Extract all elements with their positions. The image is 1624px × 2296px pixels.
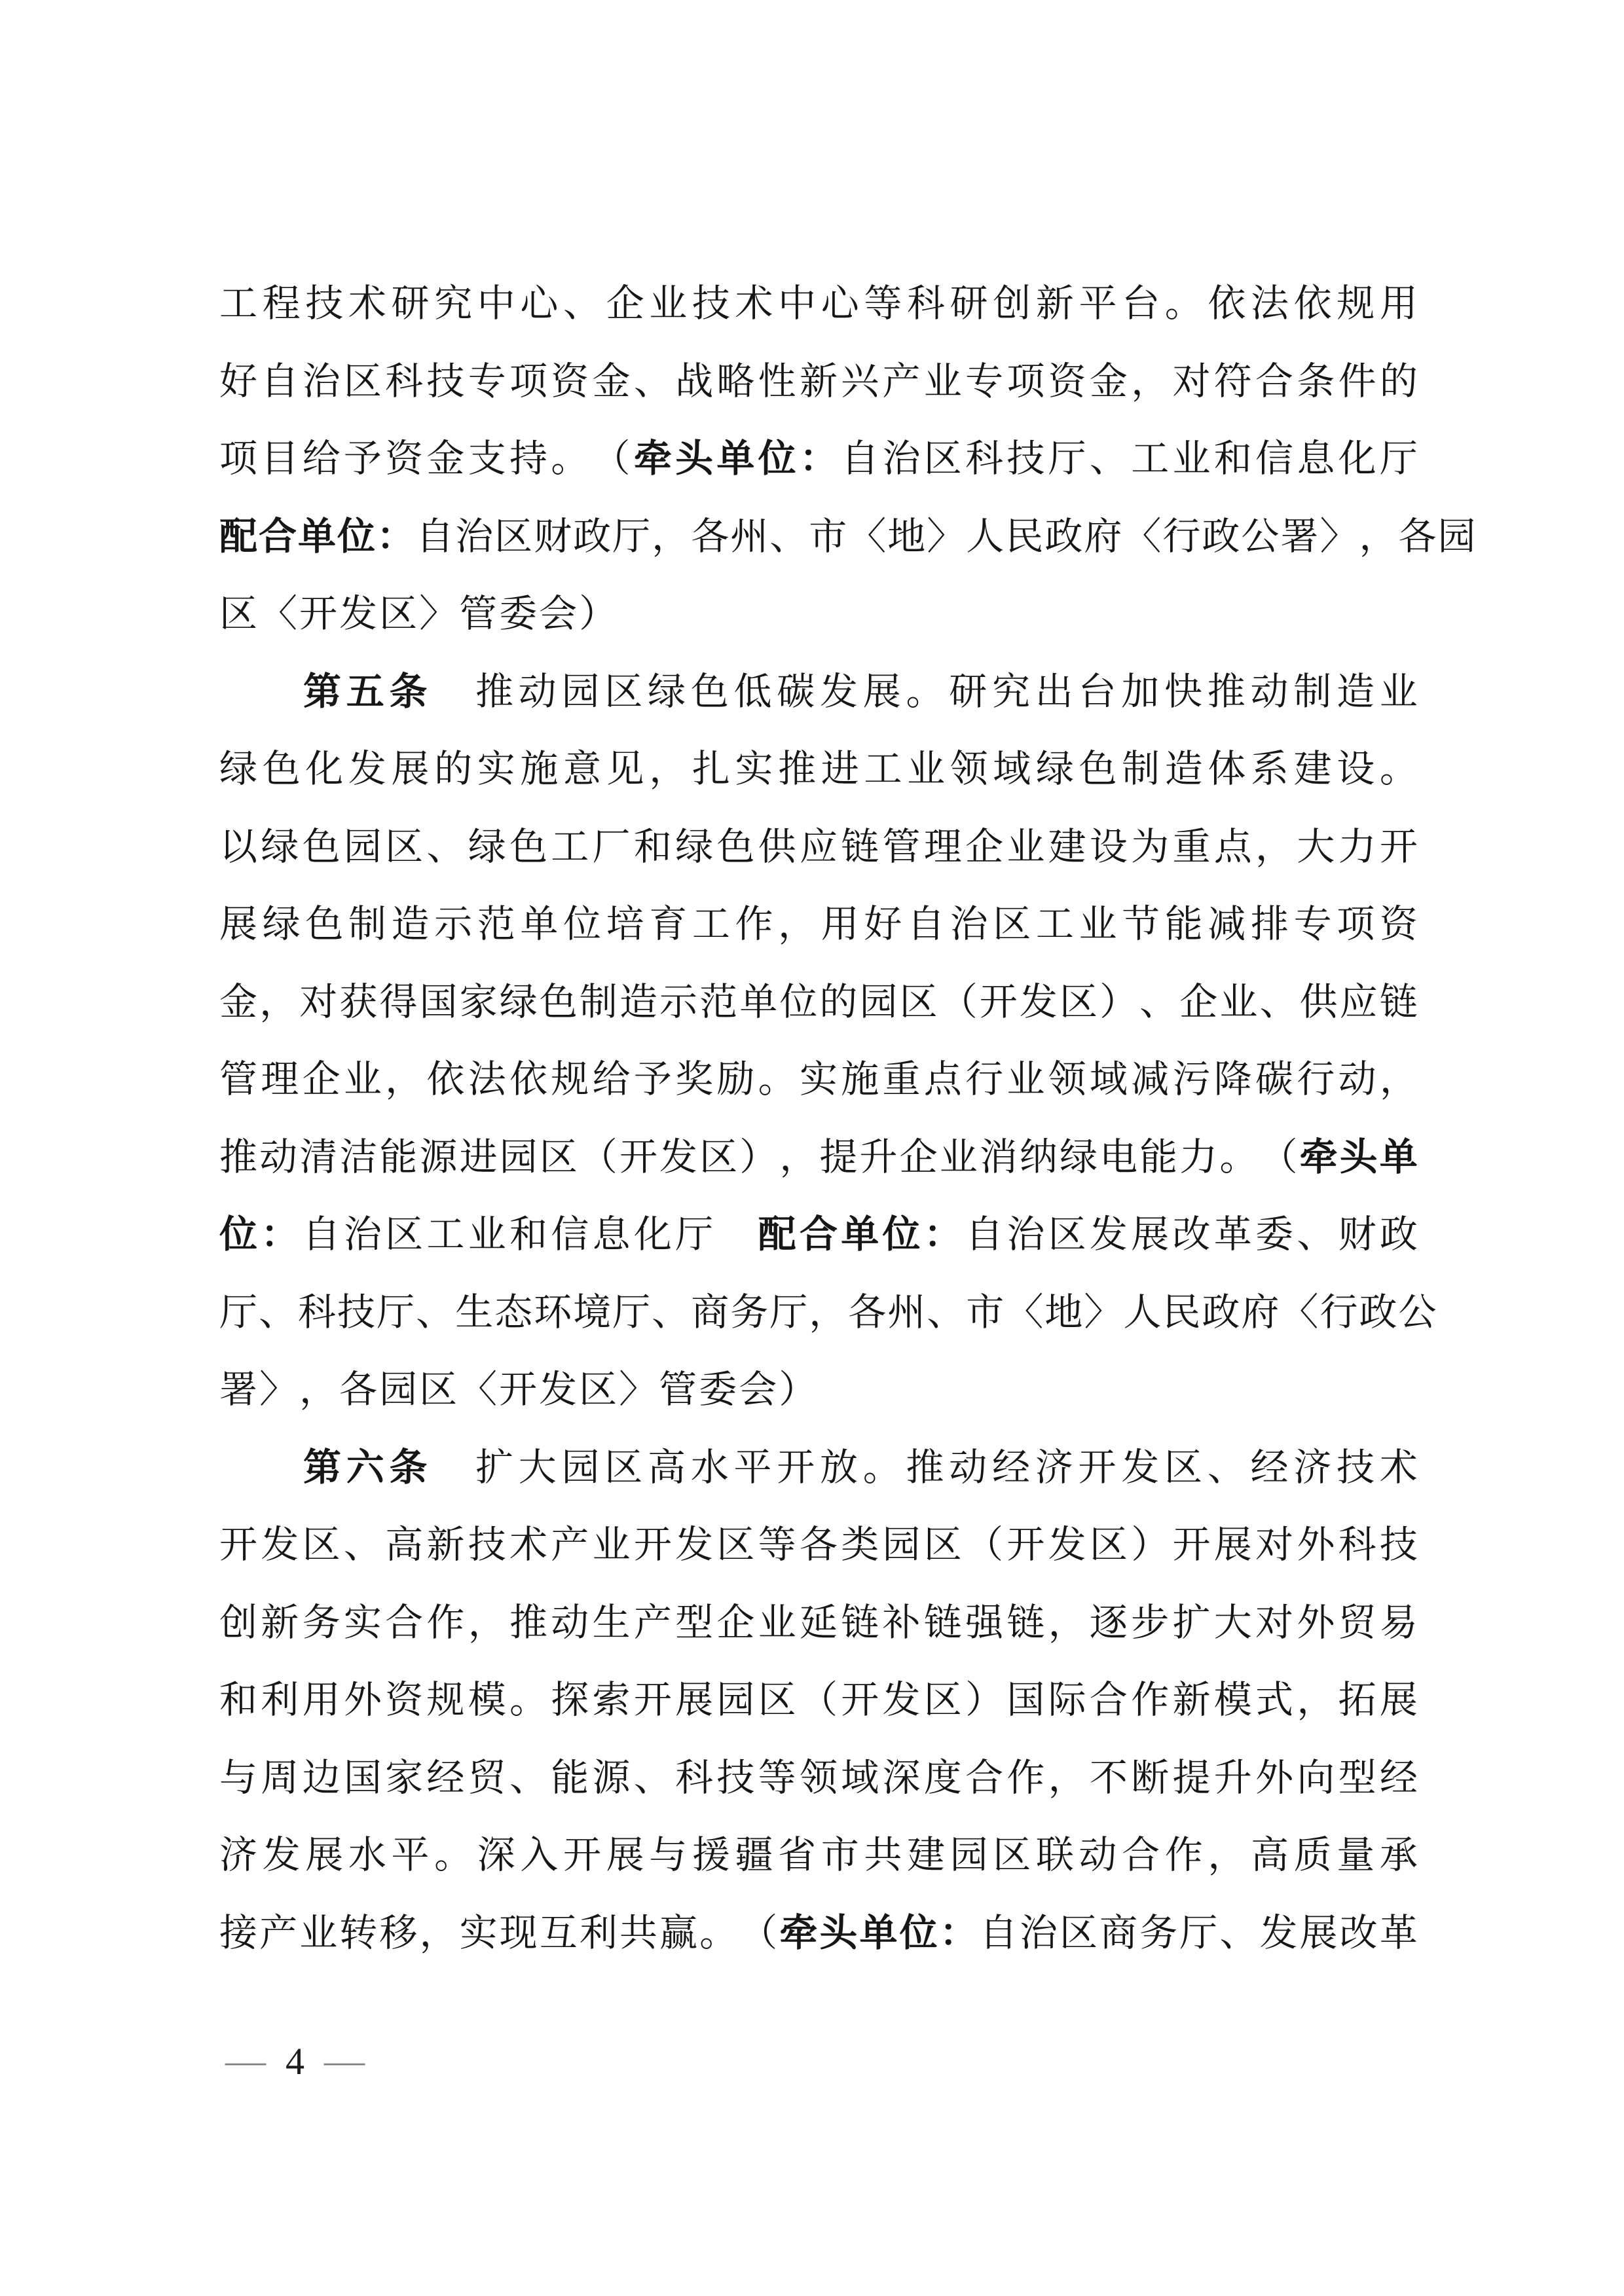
text-line: 以 绿 色 园 区 、 绿 色 工 厂 和 绿 色 供 应 链 管 理 企 业 建 设 为 重 点 ， 大 力 开	[219, 825, 1418, 868]
text-line: 创 新 务 实 合 作 ， 推 动 生 产 型 企 业 延 链 补 链 强 链 ， 逐 步 扩 大 对 外 贸 易	[219, 1601, 1418, 1644]
text-line: 与 周 边 国 家 经 贸 、 能 源 、 科 技 等 领 域 深 度 合 作 ， 不 断 提 升 外 向 型 经	[219, 1756, 1418, 1799]
text-line: 好 自 治 区 科 技 专 项 资 金 、 战 略 性 新 兴 产 业 专 项 资 金 ， 对 符 合 条 件 的	[219, 359, 1418, 403]
text-line: 第 六 条 扩 大 园 区 高 水 平 开 放 。 推 动 经 济 开 发 区 、 经 济 技 术	[303, 1446, 1418, 1489]
text-line: 配 合 单 位 ： 自 治 区 财 政 厅 ， 各 州 、 市 〈 地 〉 人 民 政 府 〈 行 政 公 署 〉 ， 各 园	[219, 515, 1476, 558]
page-number: 4	[286, 2039, 304, 2083]
text-line: 署 〉 ， 各 园 区 〈 开 发 区 〉 管 委 会 ）	[219, 1368, 817, 1412]
text-line: 厅 、 科 技 厅 、 生 态 环 境 厅 、 商 务 厅 ， 各 州 、 市 〈 地 〉 人 民 政 府 〈 行 政 公	[219, 1290, 1437, 1334]
text-line: 项 目 给 予 资 金 支 持 。 （ 牵 头 单 位 ： 自 治 区 科 技 厅 、 工 业 和 信 息 化 厅	[219, 437, 1418, 481]
text-line: 管 理 企 业 ， 依 法 依 规 给 予 奖 励 。 实 施 重 点 行 业 领 域 减 污 降 碳 行 动 ，	[219, 1058, 1418, 1101]
text-line: 金 ， 对 获 得 国 家 绿 色 制 造 示 范 单 位 的 园 区 （ 开 发 区 ） 、 企 业 、 供 应 链	[219, 980, 1418, 1023]
text-line: 位 ： 自 治 区 工 业 和 信 息 化 厅 配 合 单 位 ： 自 治 区 发 展 改 革 委 、 财 政	[219, 1213, 1418, 1256]
text-line: 接 产 业 转 移 ， 实 现 互 利 共 赢 。 （ 牵 头 单 位 ： 自 治 区 商 务 厅 、 发 展 改 革	[219, 1911, 1418, 1954]
footer-dash-left: —	[225, 2041, 267, 2081]
text-line: 工 程 技 术 研 究 中 心 、 企 业 技 术 中 心 等 科 研 创 新 平 台 。 依 法 依 规 用	[219, 282, 1418, 325]
text-line: 绿 色 化 发 展 的 实 施 意 见 ， 扎 实 推 进 工 业 领 域 绿 色 制 造 体 系 建 设 。	[219, 748, 1418, 791]
text-line: 展 绿 色 制 造 示 范 单 位 培 育 工 作 ， 用 好 自 治 区 工 业 节 能 减 排 专 项 资	[219, 903, 1418, 946]
text-line: 区 〈 开 发 区 〉 管 委 会 ）	[219, 592, 618, 636]
text-line: 和 利 用 外 资 规 模 。 探 索 开 展 园 区 （ 开 发 区 ） 国 际 合 作 新 模 式 ， 拓 展	[219, 1679, 1418, 1722]
footer-dash-right: —	[323, 2041, 365, 2081]
text-line: 第 五 条 推 动 园 区 绿 色 低 碳 发 展 。 研 究 出 台 加 快 推 动 制 造 业	[303, 670, 1418, 713]
text-line: 开 发 区 、 高 新 技 术 产 业 开 发 区 等 各 类 园 区 （ 开 发 区 ） 开 展 对 外 科 技	[219, 1523, 1418, 1567]
page-footer	[225, 2037, 365, 2085]
text-line: 推 动 清 洁 能 源 进 园 区 （ 开 发 区 ） ， 提 升 企 业 消 纳 绿 电 能 力 。 （ 牵 头 单	[219, 1135, 1418, 1178]
text-line: 济 发 展 水 平 。 深 入 开 展 与 援 疆 省 市 共 建 园 区 联 动 合 作 ， 高 质 量 承	[219, 1834, 1418, 1877]
document-body	[219, 265, 1476, 1972]
